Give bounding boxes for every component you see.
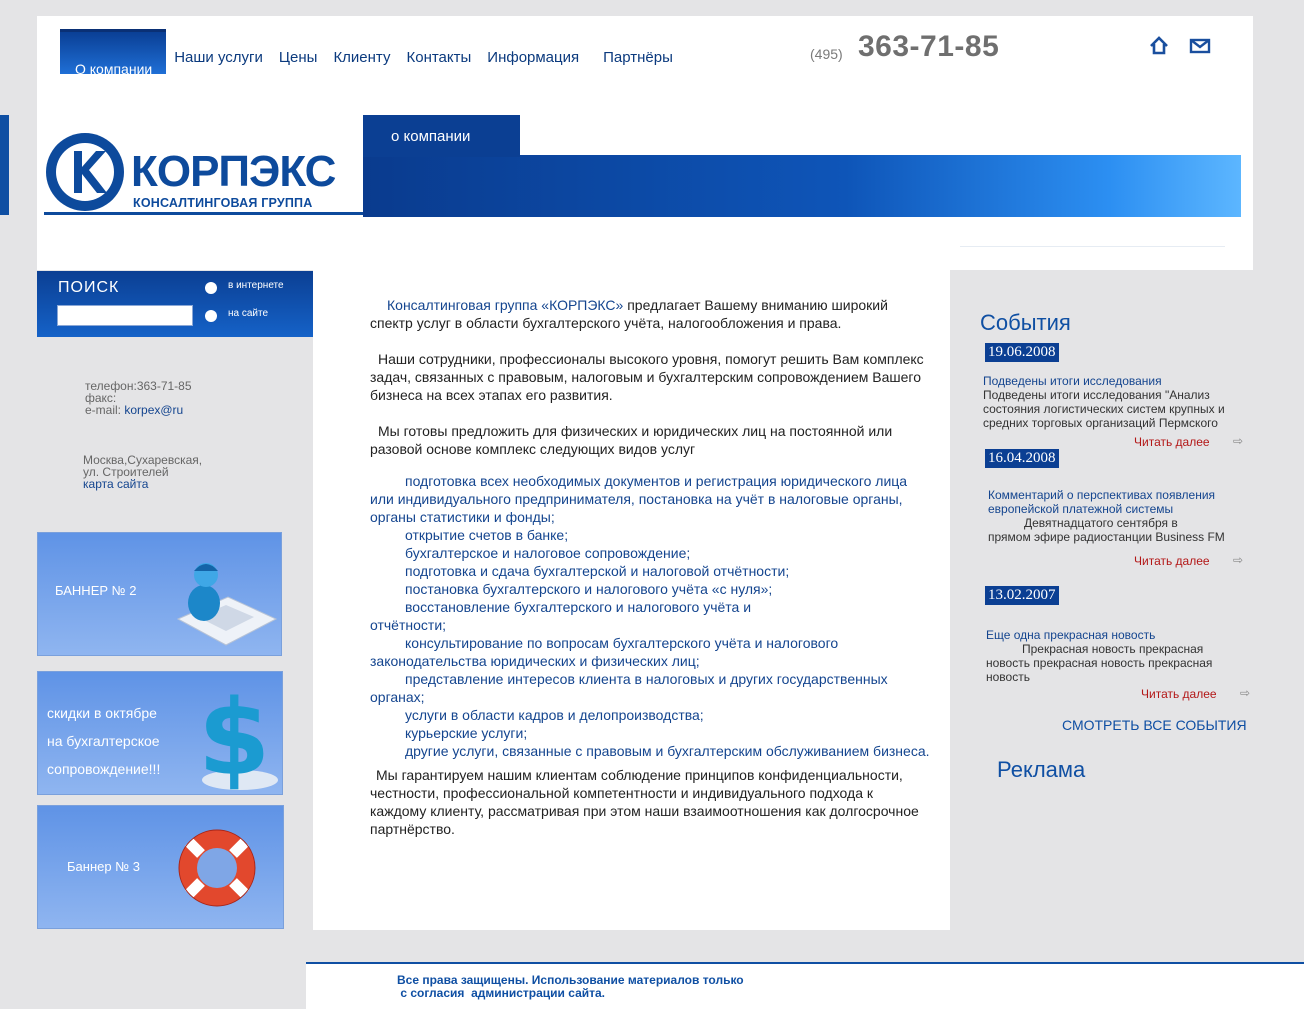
content-text	[370, 296, 930, 838]
promo-line-3: сопровождение!!!	[47, 761, 161, 777]
event-text-line: новость прекрасная новость прекрасная	[986, 656, 1213, 670]
banner-3-label: Баннер № 3	[67, 859, 140, 874]
ads-title: Реклама	[997, 757, 1086, 782]
nav-item-prices[interactable]: Цены	[278, 49, 318, 66]
nav-item-information[interactable]: Информация	[487, 49, 580, 66]
read-more-link[interactable]: Читать далее	[1141, 687, 1217, 701]
service-text: подготовка и сдача бухгалтерской и налоговой отчётности;	[405, 563, 790, 579]
contact-info	[85, 380, 192, 416]
event-text	[988, 516, 1225, 544]
service-item-cont: или индивидуального предпринимателя, постановка на учёт в налоговые органы,	[370, 491, 903, 507]
address-line-2: ул. Строителей	[83, 465, 169, 479]
contact-phone: телефон:363-71-85	[85, 379, 192, 393]
event-title-link[interactable]: Подведены итоги исследования	[983, 374, 1162, 388]
event-text-line: новость	[986, 670, 1030, 684]
event-title-line: европейской платежной системы	[988, 502, 1174, 516]
contact-email-label: e-mail:	[85, 403, 125, 417]
search-input[interactable]	[57, 305, 193, 326]
logo-title: КОРПЭКС	[131, 147, 336, 196]
para-2	[370, 350, 930, 404]
phone-number: 363-71-85	[858, 30, 1000, 63]
header-blue-band	[363, 155, 1241, 217]
promo-line-1: скидки в октябре	[47, 705, 157, 721]
read-more-link[interactable]: Читать далее	[1134, 554, 1210, 568]
event-title-line: Комментарий о перспективах появления	[988, 488, 1216, 502]
event-text-line: состояния логистических систем крупных и	[983, 402, 1225, 416]
event-text-line: Девятнадцатого сентября в	[1024, 516, 1178, 530]
promo-text	[47, 699, 160, 783]
service-item	[370, 526, 930, 544]
service-item	[370, 562, 930, 580]
service-item-cont: отчётности;	[370, 617, 447, 633]
main-nav	[60, 18, 681, 77]
intro-text: предлагает Вашему вниманию широкий спектр услуг в области бухгалтерского учёта, налогообложения и права.	[370, 297, 888, 331]
contact-email-row	[85, 404, 192, 416]
service-item	[370, 724, 930, 742]
radio-internet[interactable]	[205, 282, 217, 294]
nav-item-services[interactable]: Наши услуги	[174, 49, 263, 66]
events-title: События	[980, 310, 1071, 335]
read-more-link[interactable]: Читать далее	[1134, 435, 1210, 449]
contact-fax: факс:	[85, 391, 117, 405]
nav-item-contacts[interactable]: Контакты	[406, 49, 472, 66]
sitemap-link[interactable]: карта сайта	[83, 477, 149, 491]
service-text: восстановление бухгалтерского и налогового учёта и	[405, 599, 752, 615]
para-3	[370, 422, 930, 458]
event-title-link[interactable]	[988, 488, 1215, 516]
nav-item-about[interactable]: О компании	[60, 29, 166, 74]
left-edge-stripe	[0, 115, 9, 215]
dollar-icon	[188, 676, 280, 797]
event-title-link[interactable]: Еще одна прекрасная новость	[986, 628, 1156, 642]
address-info	[83, 454, 202, 490]
service-item	[370, 706, 930, 724]
service-text: подготовка всех необходимых документов и регистрация юридического лица	[405, 473, 908, 489]
service-text: консультирование по вопросам бухгалтерского учёта и налогового	[405, 635, 839, 651]
services-list	[370, 472, 930, 760]
event-text	[983, 388, 1225, 430]
nav-item-clients[interactable]: Клиенту	[333, 49, 391, 66]
lifebuoy-icon	[171, 824, 263, 921]
event-text	[986, 642, 1212, 684]
event-date: 16.04.2008	[985, 449, 1059, 468]
banner-2[interactable]	[37, 532, 282, 656]
footer-line-1: Все права защищены. Использование материалов только	[397, 973, 744, 987]
address-line-1: Москва,Сухаревская,	[83, 453, 203, 467]
svg-text:$: $	[198, 677, 271, 792]
promo-line-2: на бухгалтерское	[47, 733, 160, 749]
search-title: ПОИСК	[58, 279, 120, 296]
event-text-line: средних торговых организаций Пермского	[983, 416, 1218, 430]
para-4	[370, 766, 930, 838]
service-text: услуги в области кадров и делопроизводства;	[405, 707, 704, 723]
service-text: курьерские услуги;	[405, 725, 528, 741]
arrow-right-icon[interactable]: ⇨	[1240, 686, 1251, 700]
phone-prefix: (495)	[810, 46, 843, 62]
banner-2-label: БАННЕР № 2	[55, 583, 137, 598]
event-date: 19.06.2008	[985, 343, 1059, 362]
service-text: представление интересов клиента в налоговых и других государственных	[405, 671, 888, 687]
para-4-text: Мы гарантируем нашим клиентам соблюдение принципов конфиденциальности, честности, профессиональной компетентности и индивидуального подхода к каждому клиенту, рассматривая при этом наши взаимоотношения как долгосрочное партнёрство.	[370, 767, 919, 837]
service-text: бухгалтерское и налоговое сопровождение;	[405, 545, 691, 561]
para-3-text: Мы готовы предложить для физических и юридических лиц на постоянной или разовой основе комплекс следующих видов услуг	[370, 423, 893, 457]
mail-icon[interactable]	[1189, 35, 1211, 57]
radio-site[interactable]	[205, 310, 217, 322]
service-item	[370, 544, 930, 562]
nav-item-partners[interactable]: Партнёры	[603, 49, 673, 66]
service-item	[370, 634, 930, 652]
logo-subtitle: КОНСАЛТИНГОВАЯ ГРУППА	[133, 196, 313, 210]
contact-email-link[interactable]: korpex@ru	[124, 403, 184, 417]
event-text-line: Прекрасная новость прекрасная	[1022, 642, 1204, 656]
event-date: 13.02.2007	[985, 586, 1059, 605]
header-divider	[960, 246, 1225, 247]
service-item	[370, 580, 930, 598]
home-icon[interactable]	[1148, 35, 1170, 57]
logo-underline	[44, 212, 364, 215]
service-text: другие услуги, связанные с правовым и бухгалтерским обслуживанием бизнеса.	[405, 743, 930, 759]
service-item-cont: органах;	[370, 689, 425, 705]
intro-paragraph	[370, 296, 930, 332]
promo-banner[interactable]	[37, 671, 283, 795]
section-tab: о компании	[363, 115, 520, 157]
service-item	[370, 670, 930, 688]
footer-line-2: с согласия администрации сайта.	[397, 986, 606, 1000]
person-computer-icon	[168, 559, 278, 652]
service-item	[370, 742, 930, 760]
service-item	[370, 598, 930, 616]
arrow-right-icon[interactable]: ⇨	[1233, 553, 1244, 567]
service-text: открытие счетов в банке;	[405, 527, 569, 543]
radio-internet-label: в интернете	[228, 280, 284, 291]
logo-emblem-icon	[44, 131, 126, 213]
event-text-line: прямом эфире радиостанции Business FM	[988, 530, 1225, 544]
service-item-cont: органы статистики и фонды;	[370, 509, 555, 525]
service-item-cont: законодательства юридических и физических лиц;	[370, 653, 700, 669]
all-events-link[interactable]: СМОТРЕТЬ ВСЕ СОБЫТИЯ	[1062, 717, 1247, 733]
intro-link[interactable]: Консалтинговая группа «КОРПЭКС»	[387, 297, 624, 313]
radio-site-label: на сайте	[228, 308, 269, 319]
service-item	[370, 472, 930, 490]
para-2-text: Наши сотрудники, профессионалы высокого уровня, помогут решить Вам комплекс задач, связанных с правовым, налоговым и бухгалтерским сопровождением Вашего бизнеса на всех этапах его развития.	[370, 351, 924, 403]
arrow-right-icon[interactable]: ⇨	[1233, 434, 1244, 448]
event-text-line: Подведены итоги исследования "Анализ	[983, 388, 1210, 402]
footer-text	[397, 974, 777, 1000]
banner-3[interactable]	[37, 805, 284, 929]
service-text: постановка бухгалтерского и налогового учёта «с нуля»;	[405, 581, 773, 597]
